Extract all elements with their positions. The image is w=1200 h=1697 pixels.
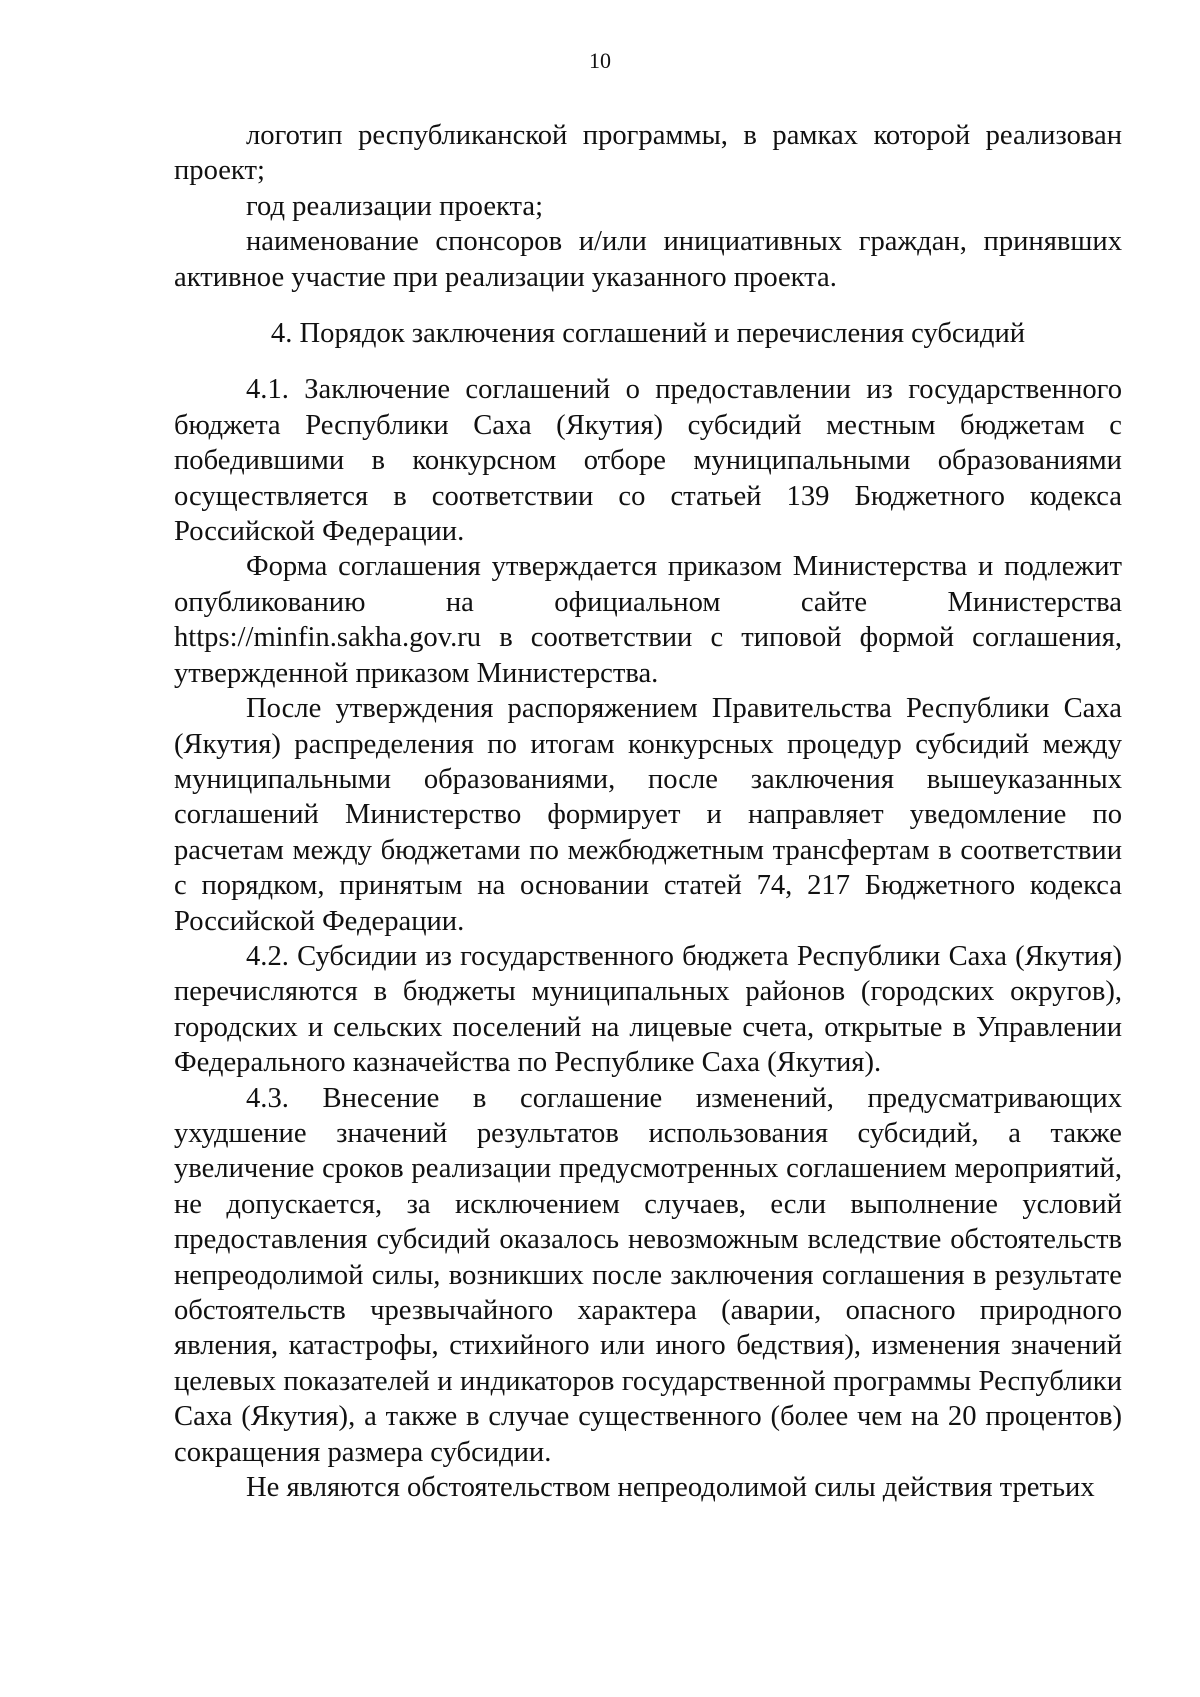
list-item-project-year: год реализации проекта; xyxy=(246,190,544,222)
section-heading: 4. Порядок заключения соглашений и перечисления субсидий xyxy=(270,318,1026,350)
list-item-program-logo: логотип республиканской программы, в рамках которой реализован проект; xyxy=(174,120,1122,187)
paragraph-4-3: 4.3. Внесение в соглашение изменений, предусматривающих ухудшение значений результатов использования субсидий, а также увеличение сроков реализации предусмотренных соглашением мероприятий, не допускается, за исключением случаев, если выполнение условий предоставления субсидий оказалось невозможным вследствие обстоятельств непреодолимой силы, возникших после заключения соглашения в результате обстоятельств чрезвычайного характера (аварии, опасного природного явления, катастрофы, стихийного или иного бедствия), изменения значений целевых показателей и индикаторов государственной программы Республики Саха (Якутия), а также в случае существенного (более чем на 20 процентов) сокращения размера субсидии. xyxy=(174,1082,1122,1468)
list-item-sponsors: наименование спонсоров и/или инициативных граждан, принявших активное участие при реализации указанного проекта. xyxy=(174,226,1122,293)
document-body xyxy=(174,118,1122,1505)
paragraph-after-approval: После утверждения распоряжением Правительства Республики Саха (Якутия) распределения по итогам конкурсных процедур субсидий между муниципальными образованиями, после заключения вышеуказанных соглашений Министерство формирует и направляет уведомление по расчетам между бюджетами по межбюджетным трансфертам в соответствии с порядком, принятым на основании статей 74, 217 Бюджетного кодекса Российской Федерации. xyxy=(174,693,1122,937)
paragraph-force-majeure: Не являются обстоятельством непреодолимой силы действия третьих xyxy=(246,1472,1095,1504)
paragraph-agreement-form: Форма соглашения утверждается приказом Министерства и подлежит опубликованию на официальном сайте Министерства https://minfin.sakha.gov.ru в соответствии с типовой формой соглашения, утвержденной приказом Министерства. xyxy=(174,551,1122,689)
paragraph-4-2: 4.2. Субсидии из государственного бюджета Республики Саха (Якутия) перечисляются в бюджеты муниципальных районов (городских округов), городских и сельских поселений на лицевые счета, открытые в Управлении Федерального казначейства по Республике Саха (Якутия). xyxy=(174,940,1122,1079)
paragraph-4-1: 4.1. Заключение соглашений о предоставлении из государственного бюджета Республики Саха (Якутия) субсидий местным бюджетам с победившими в конкурсном отборе муниципальными образованиями осуществляется в соответствии со статьей 139 Бюджетного кодекса Российской Федерации. xyxy=(174,374,1122,548)
page-number: 10 xyxy=(589,48,611,73)
